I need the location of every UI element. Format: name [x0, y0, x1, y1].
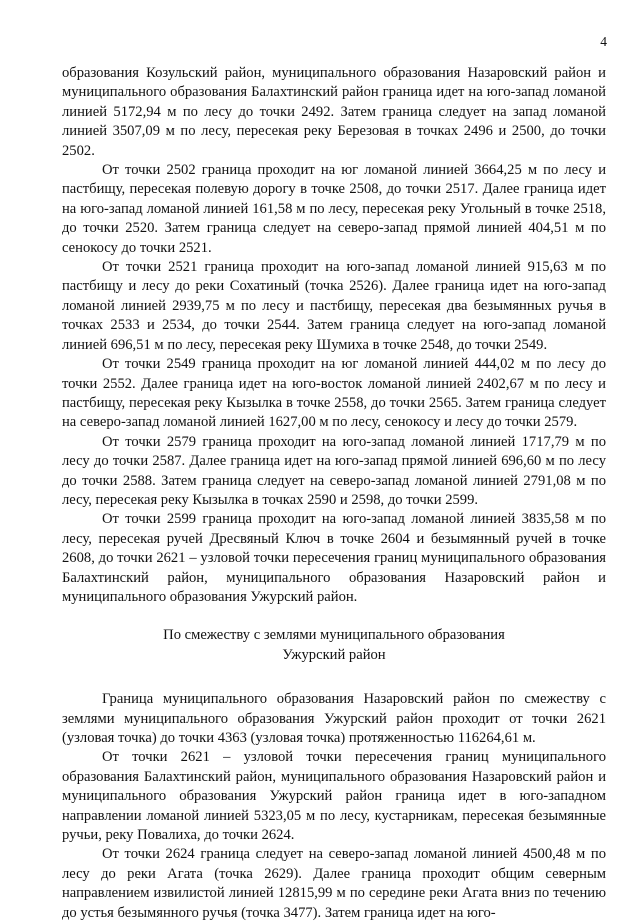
- paragraph: От точки 2549 граница проходит на юг ломаной линией 444,02 м по лесу до точки 2552. Далее граница идет на юго-восток ломаной линией 2402,67 м по лесу и пастбищу, пересекая реку Кызылка в точке 2558, до точки 2565. Затем граница следует на северо-запад ломаной линией 1627,00 м по лесу, сенокосу и лесу до точки 2579.: [62, 356, 606, 431]
- section-heading: [62, 626, 606, 665]
- paragraph: От точки 2621 – узловой точки пересечения границ муниципального образования Балахтинский район, муниципального образования Назаровский район и муниципального образования Ужурский район граница идет в юго-западном направлении ломаной линией 5323,05 м по лесу, кустарникам, пересекая безымянные ручьи, реку Повалиха, до точки 2624.: [62, 749, 606, 844]
- section-heading-line: Ужурский район: [282, 646, 386, 663]
- paragraph: Граница муниципального образования Назаровский район по смежеству с землями муниципального образования Ужурский район проходит от точки 2621 (узловая точка) до точки 4363 (узловая точка) протяженностью 116264,61 м.: [62, 691, 606, 746]
- paragraph: образования Козульский район, муниципального образования Назаровский район и муниципального образования Балахтинский район граница идет на юго-запад ломаной линией 5172,94 м по лесу до точки 2492. Затем граница следует на запад ломаной линией 3507,09 м по лесу, пересекая реку Березовая в точках 2496 и 2500, до точки 2502.: [62, 65, 606, 159]
- paragraph: От точки 2599 граница проходит на юго-запад ломаной линией 3835,58 м по лесу, пересекая ручей Дресвяный Ключ в точке 2604 и безымянный ручей в точке 2608, до точки 2621 – узловой точки пересечения границ муниципального образования Балахтинский район, муниципального образования Назаровский район и муниципального образования Ужурский район.: [62, 511, 606, 605]
- paragraph: От точки 2579 граница проходит на юго-запад ломаной линией 1717,79 м по лесу до точки 2587. Далее граница идет на юго-запад прямой линией 696,60 м по лесу до точки 2588. Затем граница следует на северо-запад ломаной линией 2791,08 м по лесу, пересекая реку Кызылка в точках 2590 и 2598, до точки 2599.: [62, 433, 606, 508]
- section-heading-line: По смежеству с землями муниципального образования: [163, 627, 505, 644]
- paragraph: От точки 2502 граница проходит на юг ломаной линией 3664,25 м по лесу и пастбищу, пересекая полевую дорогу в точке 2508, до точки 2517. Далее граница идет на юго-запад ломаной линией 161,58 м по лесу, пересекая реку Угольный в точке 2518, до точки 2520. Затем граница следует на северо-запад прямой линией 404,51 м по сенокосу до точки 2521.: [62, 162, 606, 256]
- document-body: [62, 64, 606, 923]
- paragraph: От точки 2624 граница следует на северо-запад ломаной линией 4500,48 м по лесу до реки Агата (точка 2629). Далее граница проходит общим северным направлением извилистой линией 12815,99 м по середине реки Агата вниз по течению до устья безымянного ручья (точка 3477). Затем граница идет на юго-: [62, 846, 606, 921]
- page-number: 4: [600, 34, 607, 49]
- paragraph: От точки 2521 граница проходит на юго-запад ломаной линией 915,63 м по пастбищу и лесу до реки Сохатиный (точка 2526). Далее граница идет на юго-запад ломаной линией 2939,75 м по лесу и пастбищу, пересекая два безымянных ручья в точках 2533 и 2534, до точки 2544. Затем граница следует на юго-запад ломаной линией 696,51 м по лесу, пересекая реку Шумиха в точке 2548, до точки 2549.: [62, 259, 606, 353]
